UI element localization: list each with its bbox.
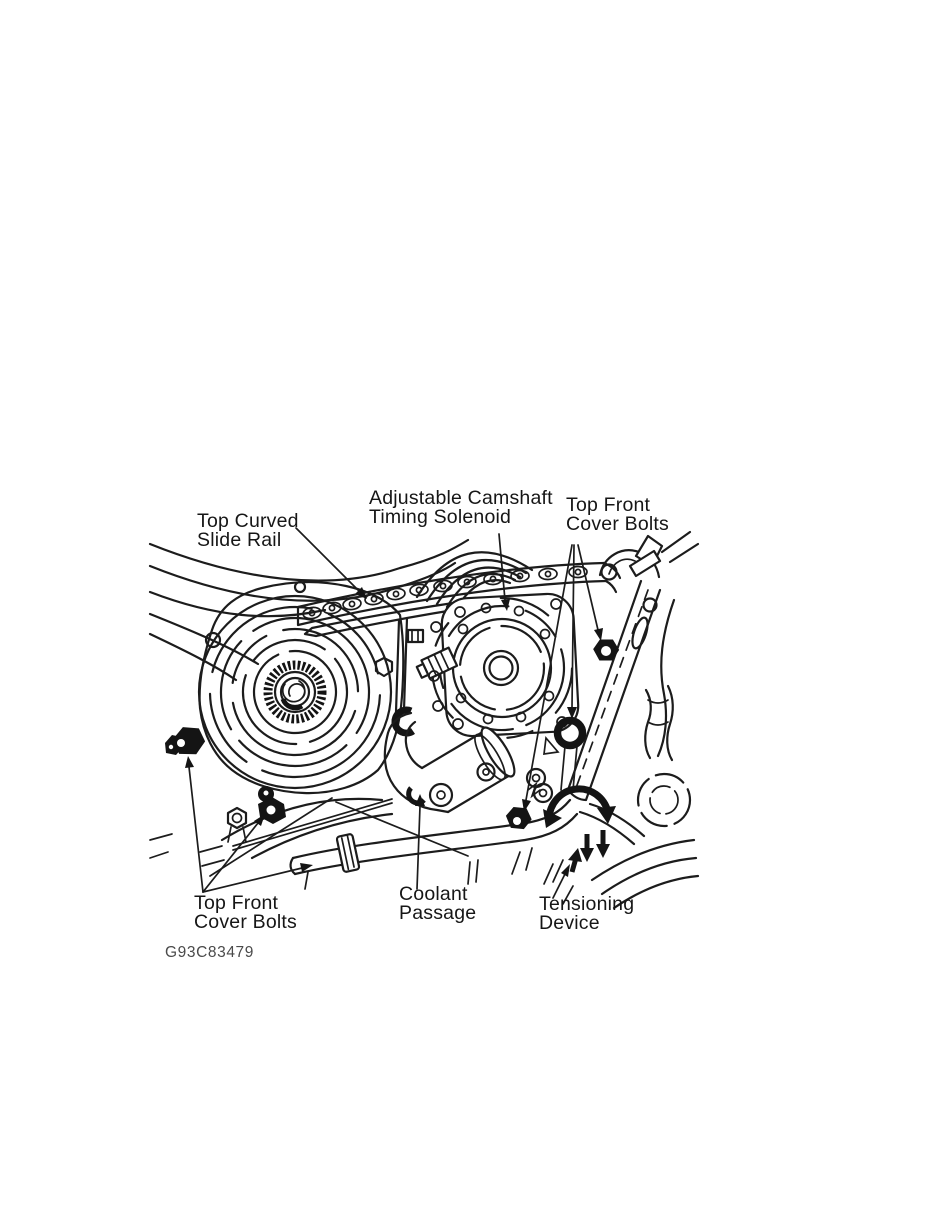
label-line: Timing Solenoid: [369, 505, 512, 528]
label-line: Top Front: [566, 494, 651, 516]
label-line: Passage: [399, 901, 477, 924]
label-line: Top Front: [194, 892, 279, 914]
tensioning-device-arrows: [543, 789, 616, 904]
arrow-slide-rail: [296, 528, 367, 599]
label-line: Tensioning: [539, 893, 635, 915]
arrow-bolt-front-left: [185, 756, 203, 892]
label-adjustable-camshaft-timing-solenoid: [369, 489, 553, 526]
label-top-front-cover-bolts-upper: [566, 496, 669, 533]
label-line: Cover Bolts: [194, 910, 297, 933]
label-top-curved-slide-rail: [197, 512, 299, 549]
label-tensioning-device: [539, 895, 634, 932]
label-coolant-passage: [399, 885, 476, 922]
bolt-upper-right: [592, 638, 619, 662]
bolt-front-left: [165, 725, 207, 757]
arrow-bolt-upper-right: [578, 545, 603, 641]
crank-pulley: [182, 579, 408, 805]
label-line: Cover Bolts: [566, 512, 669, 535]
hose-bundle: [150, 540, 468, 680]
figure-id: G93C83479: [165, 944, 254, 961]
arrow-bolt-lower-mid: [203, 863, 313, 892]
bolt-on-hose: [504, 805, 533, 831]
label-line: Slide Rail: [197, 528, 282, 551]
label-top-front-cover-bolts-lower: [194, 894, 297, 931]
label-line: Top Curved: [197, 510, 299, 532]
bolt-mid-right: [558, 721, 583, 746]
label-line: Adjustable Camshaft: [369, 487, 553, 509]
label-line: Coolant: [399, 883, 468, 905]
label-line: Device: [539, 911, 600, 934]
